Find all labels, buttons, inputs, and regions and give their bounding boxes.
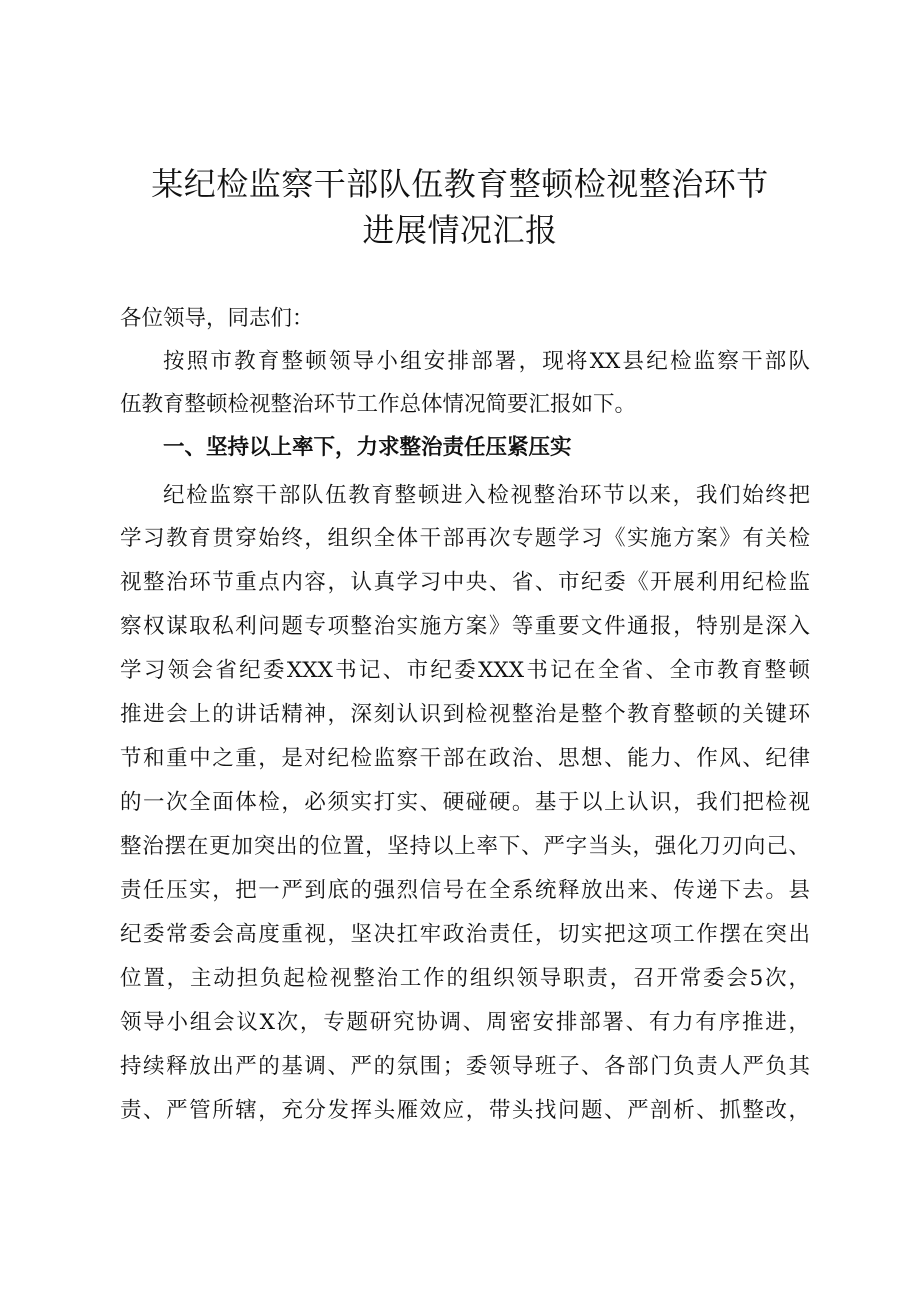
section1-line: 位置，主动担负起检视整治工作的组织领导职责，召开常委会5次，: [120, 966, 810, 991]
intro-line-2: 伍教育整顿检视整治环节工作总体情况简要汇报如下。: [120, 392, 637, 417]
section1-line: 整治摆在更加突出的位置，坚持以上率下、严字当头，强化刀刃向己、: [120, 834, 810, 859]
section1-line: 纪委常委会高度重视，坚决扛牢政治责任，切实把这项工作摆在突出: [120, 922, 810, 947]
section1-line: 学习领会省纪委XXX书记、市纪委XXX书记在全省、全市教育整顿: [120, 658, 810, 683]
section1-line: 领导小组会议X次，专题研究协调、周密安排部署、有力有序推进，: [120, 1010, 810, 1035]
section1-line: 学习教育贯穿始终，组织全体干部再次专题学习《实施方案》有关检: [120, 526, 810, 551]
section1-line: 的一次全面体检，必须实打实、硬碰硬。基于以上认识，我们把检视: [120, 790, 810, 815]
document-title-line-2: 进展情况汇报: [362, 211, 558, 249]
section1-line: 视整治环节重点内容，认真学习中央、省、市纪委《开展利用纪检监: [120, 570, 810, 595]
section1-line: 责、严管所辖，充分发挥头雁效应，带头找问题、严剖析、抓整改，: [120, 1098, 810, 1123]
intro-line-1: 按照市教育整顿领导小组安排部署，现将XX县纪检监察干部队: [163, 349, 810, 374]
section1-line: 推进会上的讲话精神，深刻认识到检视整治是整个教育整顿的关键环: [120, 702, 810, 727]
section1-line: 节和重中之重，是对纪检监察干部在政治、思想、能力、作风、纪律: [120, 746, 810, 771]
document-title-line-1: 某纪检监察干部队伍教育整顿检视整治环节: [151, 165, 769, 203]
section1-line: 责任压实，把一严到底的强烈信号在全系统释放出来、传递下去。县: [120, 878, 810, 903]
salutation: 各位领导，同志们：: [120, 306, 314, 331]
section1-line: 持续释放出严的基调、严的氛围；委领导班子、各部门负责人严负其: [120, 1054, 810, 1079]
section1-line: 察权谋取私利问题专项整治实施方案》等重要文件通报，特别是深入: [120, 614, 810, 639]
section-heading-1: 一、坚持以上率下，力求整治责任压紧压实: [163, 435, 572, 460]
section1-line: 纪检监察干部队伍教育整顿进入检视整治环节以来，我们始终把: [163, 483, 810, 508]
